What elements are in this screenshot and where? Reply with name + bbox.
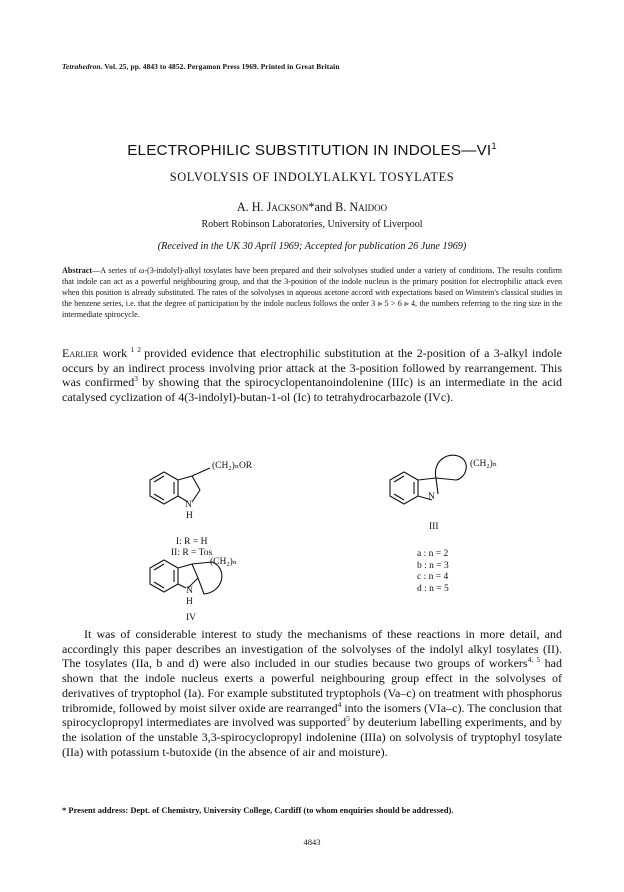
author1-initials: A. H. [236,200,267,214]
journal-details: Vol. 25, pp. 4843 to 4852. Pergamon Press 1969. Printed in Great Britain [104,62,340,71]
n-value-legend [417,549,449,595]
struct1-substituent: (CH₂)ₙOR [212,461,253,471]
abstract [62,266,562,321]
p1-ref-3: 3 [134,374,138,384]
struct1-N: N [185,500,192,510]
struct4-N: N [186,586,193,596]
struct4-H: H [186,597,193,607]
p2-text-1: It was of considerable interest to study the mechanisms of these reactions in more detail, and accordingly this paper describes an investigation of the solvolyses of the indolyl alkyl tosylates (II). The tosylates (IIa, b and d) were also included in our studies because two groups of workers [62,627,562,671]
author1-name: Jackson [266,200,309,214]
p1-work: work [98,346,128,360]
struct3-N: N [428,492,435,502]
p1-text-1: provided evidence that electrophilic substitution at the 2-position of a 3-alkyl indole occurs by an indirect process involving prior attack at the 3-position followed by rearrangement. This was confirmed [62,346,562,390]
article-title [0,139,624,159]
p1-ref-1-2: 1 2 [127,345,145,354]
p2-text-4: by deuterium labelling experiments, and by the isolation of the unstable 3,3-spirocyclopropyl indolenine (IIIa) on solvolysis of tryptophyl tosylate (IIa) with potassium t-butoxide (in the absence of air and moisture). [62,715,562,759]
title-footnote-mark: 1 [491,139,497,151]
journal-name: Tetrahedron. [62,62,103,71]
author-line [0,200,624,215]
abstract-label: Abstract [62,266,93,275]
struct1-H: H [186,511,193,521]
paragraph-2 [62,627,562,759]
paragraph-1 [62,346,562,405]
struct3-substituent: (CH₂)ₙ [470,459,497,469]
author2-name: Naidoo [349,200,388,214]
received-dates: (Received in the UK 30 April 1969; Accepted for publication 26 June 1969) [157,241,467,252]
legend-d: d : n = 5 [417,583,449,594]
page-number: 4843 [303,837,321,847]
struct4-substituent: (CH₂)ₙ [210,557,237,567]
struct4-label-IV: IV [186,613,197,623]
p2-ref-4: 4 [337,699,342,709]
footnote: * Present address: Dept. of Chemistry, University College, Cardiff (to whom enquiries should be addressed). [62,805,454,815]
p2-ref-4-5: 4, 5 [527,655,541,665]
struct3-label-III: III [429,522,439,532]
author2-initials: B. [335,200,350,214]
struct1-label-I: I: R = H [176,537,208,547]
legend-a: a : n = 2 [417,549,449,559]
affiliation: Robert Robinson Laboratories, University of Liverpool [201,219,423,230]
legend-c: c : n = 4 [417,572,449,583]
p1-lead: Earlier [62,346,99,360]
title-text: ELECTROPHILIC SUBSTITUTION IN INDOLES—VI [127,142,492,159]
p2-ref-5: 5 [346,714,350,724]
p2-text-2: had shown that the indole nucleus exerts a powerful neighbouring group effect in the solvolyses of derivatives of tryptophol (Ia). For example substituted tryptophols (Va–c) on treatment with phosphorus tribromide, followed by moist silver oxide are rearranged [62,656,563,715]
p2-text-3: into the isomers (VIa–c). The conclusion that spirocyclopropyl intermediates are involved was supported [62,700,563,730]
article-subtitle: SOLVOLYSIS OF INDOLYLALKYL TOSYLATES [169,170,455,184]
author-and: and [314,200,336,214]
abstract-text: —A series of ω-(3-indolyl)-alkyl tosylates have been prepared and their solvolyses studied under a variety of conditions. The results confirm that indole can act as a powerful neighbouring group, and that the 3-position of the indole nucleus is the primary position for electrophilic attack even when this position is already substituted. The rates of the solvolyses in aqueous acetone accord with expectations based on Winstein's classical studies in the benzene series, i.e. that the degree of participation by the indole nucleus follows the order 3 ⪢ 5 > 6 ⪢ 4, the numbers referring to the ring size in the intermediate spirocycle. [62,266,562,319]
legend-b: b : n = 3 [417,560,449,571]
struct1-label-II: II: R = Tos [171,548,213,558]
author1-mark: * [308,200,315,214]
journal-header [62,62,340,71]
p1-text-2: by showing that the spirocyclopentanoindolenine (IIIc) is an intermediate in the acid catalysed cyclization of 4(3-indolyl)-butan-1-ol (Ic) to tetrahydrocarbazole (IVc). [62,375,562,405]
